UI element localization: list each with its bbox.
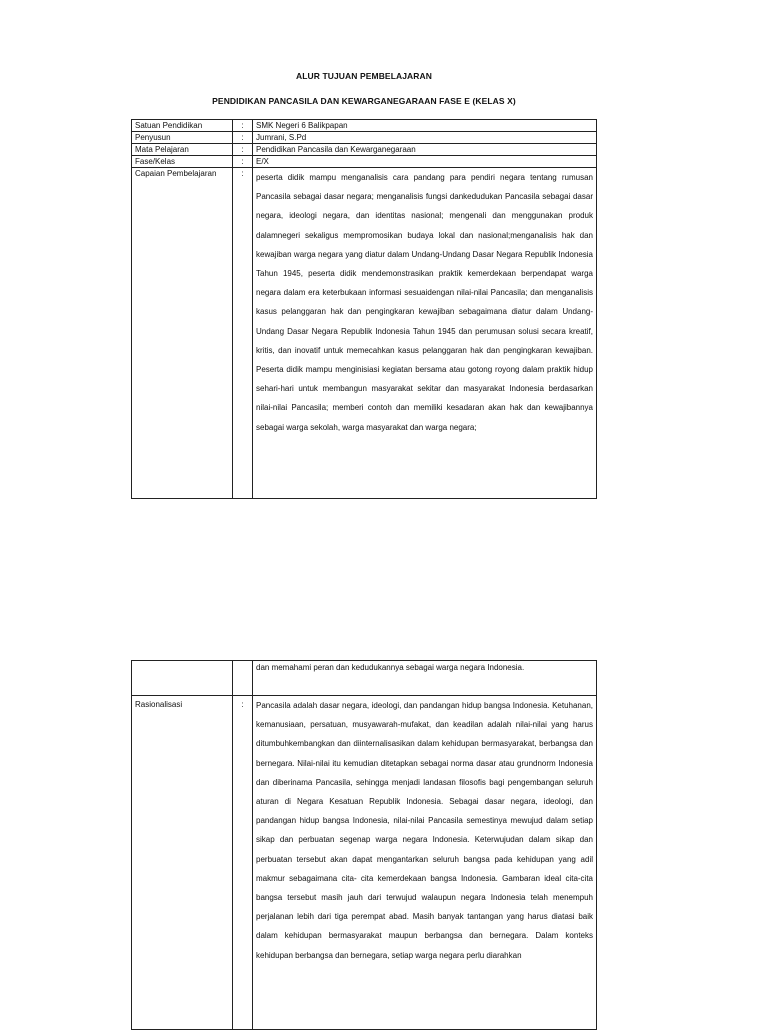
separator: : [233, 144, 253, 156]
separator: : [233, 696, 253, 1030]
mapel-label: Mata Pelajaran [132, 144, 233, 156]
empty-separator-cell [233, 661, 253, 696]
row-rasionalisasi [132, 696, 597, 1030]
mapel-value: Pendidikan Pancasila dan Kewarganegaraan [253, 144, 597, 156]
separator: : [233, 168, 253, 499]
rasionalisasi-label: Rasionalisasi [132, 696, 233, 1030]
separator: : [233, 132, 253, 144]
penyusun-label: Penyusun [132, 132, 233, 144]
row-satuan-pendidikan [132, 120, 597, 132]
capaian-continuation-text: dan memahami peran dan kedudukannya sebagai warga negara Indonesia. [253, 661, 597, 696]
row-mata-pelajaran [132, 144, 597, 156]
continuation-table [131, 660, 597, 1030]
satuan-label: Satuan Pendidikan [132, 120, 233, 132]
separator: : [233, 120, 253, 132]
penyusun-value: Jumrani, S.Pd [253, 132, 597, 144]
capaian-text: peserta didik mampu menganalisis cara pandang para pendiri negara tentang rumusan Pancasila sebagai dasar negara; menganalisis fungsi dankedudukan Pancasila sebagai dasar negara, ideologi negara, dan identitas nasional; mengenali dan menggunakan produk dalamnegeri sekaligus mempromosikan budaya lokal dan nasional;menganalisis hak dan kewajiban warga negara yang diatur dalam Undang-Undang Dasar Negara Republik Indonesia Tahun 1945, peserta didik mendemonstrasikan praktik kemerdekaan berpendapat warga negara dalam era keterbukaan informasi sesuaidengan nilai-nilai Pancasila; dan menganalisis kasus pelanggaran hak dan pengingkaran kewajiban sebagaimana diatur dalam Undang-Undang Dasar Negara Republik Indonesia Tahun 1945 dan perumusan solusi secara kreatif, kritis, dan inovatif untuk memecahkan kasus pelanggaran hak dan pengingkaran kewajiban. Peserta didik mampu menginisiasi kegiatan bersama atau gotong royong dalam praktik hidup sehari-hari untuk membangun masyarakat sekitar dan masyarakat Indonesia berdasarkan nilai-nilai Pancasila; memberi contoh dan memiliki kesadaran akan hak dan kewajibannya sebagai warga sekolah, warga masyarakat dan warga negara; [253, 168, 597, 499]
document-subtitle: PENDIDIKAN PANCASILA DAN KEWARGANEGARAAN FASE E (KELAS X) [212, 96, 516, 106]
row-capaian-continuation [132, 661, 597, 696]
separator: : [233, 156, 253, 168]
identity-table [131, 119, 597, 499]
row-penyusun [132, 132, 597, 144]
row-capaian-pembelajaran [132, 168, 597, 499]
fase-label: Fase/Kelas [132, 156, 233, 168]
satuan-value: SMK Negeri 6 Balikpapan [253, 120, 597, 132]
document-title: ALUR TUJUAN PEMBELAJARAN [295, 71, 433, 81]
fase-value: E/X [253, 156, 597, 168]
rasionalisasi-text: Pancasila adalah dasar negara, ideologi, dan pandangan hidup bangsa Indonesia. Ketuhanan, kemanusiaan, persatuan, musyawarah-mufakat, dan keadilan adalah nilai-nilai yang harus ditumbuhkembangkan dan diinternalisasikan dalam kehidupan bermasyarakat, berbangsa dan bernegara. Nilai-nilai itu kemudian ditetapkan sebagai norma dasar atau grundnorm Indonesia dan diberinama Pancasila, sehingga menjadi landasan filosofis bagi pengembangan seluruh aturan di Negara Kesatuan Republik Indonesia. Sebagai dasar negara, ideologi, dan pandangan hidup bangsa Indonesia, nilai-nilai Pancasila semestinya mewujud dalam setiap sikap dan perbuatan segenap warga negara Indonesia. Keterwujudan dalam sikap dan perbuatan tersebut akan dapat mengantarkan seluruh bangsa pada kehidupan yang adil makmur sebagaimana cita- cita kemerdekaan bangsa Indonesia. Gambaran ideal cita-cita bangsa tersebut masih jauh dari terwujud walaupun negara Indonesia telah menempuh perjalanan lebih dari tiga perempat abad. Masih banyak tantangan yang harus diatasi baik dalam kehidupan bermasyarakat maupun berbangsa dan bernegara. Dalam konteks kehidupan berbangsa dan bernegara, setiap warga negara perlu diarahkan [253, 696, 597, 1030]
row-fase-kelas [132, 156, 597, 168]
capaian-label: Capaian Pembelajaran [132, 168, 233, 499]
empty-label-cell [132, 661, 233, 696]
